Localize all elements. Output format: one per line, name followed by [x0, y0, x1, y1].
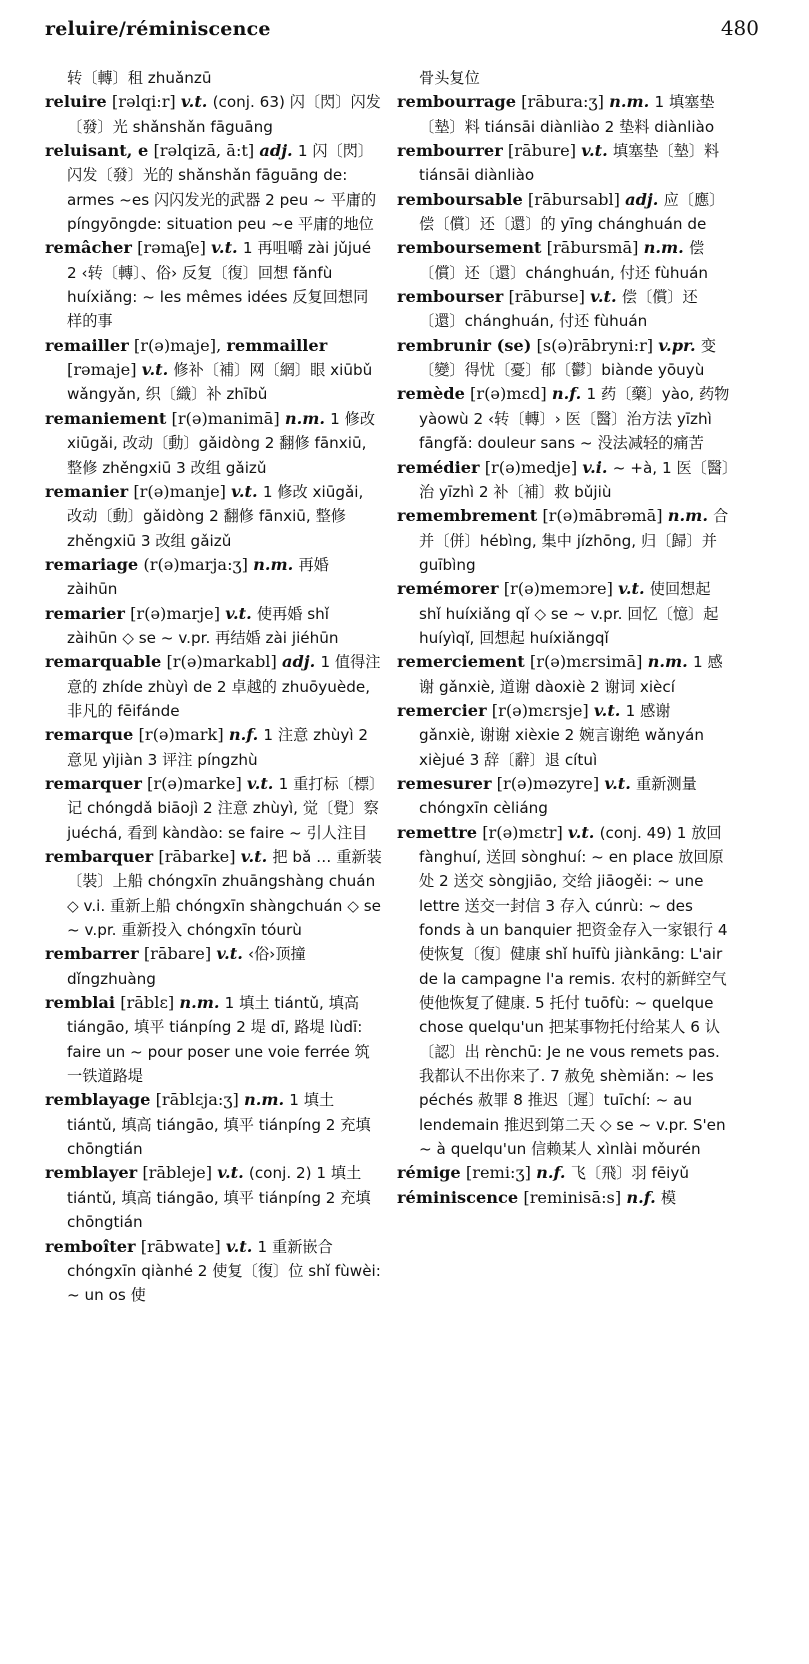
entry-grammar: adj.	[259, 141, 293, 161]
left-column	[45, 66, 382, 1656]
entry-grammar: n.m.	[253, 554, 294, 574]
entry-headword: rembourrage	[397, 92, 517, 112]
dictionary-entry	[45, 723, 382, 772]
entry-grammar: v.t.	[581, 141, 608, 161]
entry-headword: remaniement	[45, 408, 167, 428]
entry-grammar: v.t.	[246, 773, 274, 793]
entry-pronunciation: [rābursmā]	[546, 238, 639, 258]
entry-headword: reluire	[45, 92, 107, 112]
dictionary-entry	[45, 942, 382, 991]
entry-pronunciation: [r(ə)maje],	[133, 335, 222, 355]
entry-headword: remédier	[397, 457, 480, 477]
entry-definition: 1 值得注意的 zhíde zhùyì de 2 卓越的 zhuōyuède, 非凡的 fēifánde	[67, 653, 381, 720]
entry-grammar: v.t.	[211, 238, 238, 258]
entry-definition: 1 填土 tiántǔ, 填高 tiángāo, 填平 tiánpíng 2 充填 chōngtián	[67, 1091, 371, 1159]
entry-headword: remarquer	[45, 773, 142, 793]
dictionary-entry	[397, 456, 731, 505]
dictionary-entry	[397, 772, 731, 821]
entry-pronunciation: [rābleje]	[142, 1163, 213, 1183]
entry-pronunciation: [r(ə)mɛrsimā]	[529, 652, 643, 672]
dictionary-entry	[397, 504, 731, 577]
dictionary-entry	[45, 407, 382, 480]
entry-definition: 1 修改 xiūgǎi, 改动〔動〕gǎidòng 2 翻修 fānxiū, 整修 zhěngxiū 3 改组 gǎizǔ	[67, 482, 364, 550]
entry-pronunciation: [r(ə)mark]	[138, 725, 224, 745]
entry-definition: (conj. 2) 1 填土 tiántǔ, 填高 tiángāo, 填平 tiánpíng 2 充填 chōngtián	[67, 1164, 371, 1232]
entry-definition: 1 闪〔閃〕闪发〔發〕光的 shǎnshǎn fāguāng de: armes ~es 闪闪发光的武器 2 peu ~ 平庸的 píngyōngde: situation peu ~e 平庸的地位	[67, 142, 377, 234]
entry-headword: remarier	[45, 603, 125, 623]
dictionary-entry	[397, 1186, 731, 1210]
entry-headword: reluisant, e	[45, 141, 149, 161]
dictionary-entry	[45, 650, 382, 723]
entry-grammar: v.t.	[593, 700, 621, 720]
entry-pronunciation: [rāblɛ]	[120, 993, 175, 1013]
entry-definition: 1 药〔藥〕yào, 药物 yàowù 2 ‹转〔轉〕› 医〔醫〕治方法 yīzhì fāngfǎ: douleur sans ~ 没法减轻的痛苦	[419, 385, 730, 453]
entry-definition: 修补〔補〕网〔網〕眼 xiūbǔ wǎngyǎn, 织〔織〕补 zhībǔ	[67, 361, 373, 404]
entry-definition: 转〔轉〕租 zhuǎnzū	[67, 69, 212, 87]
entry-definition: 使再婚 shǐ zàihūn ◇ se ~ v.pr. 再结婚 zài jiéhūn	[67, 604, 339, 647]
entry-definition: 1 填塞垫〔墊〕料 tiánsāi diànliào 2 垫料 diànliào	[419, 93, 715, 136]
entry-definition: 重新测量 chóngxīn cèliáng	[419, 774, 697, 818]
entry-grammar: n.m.	[667, 506, 708, 526]
entry-pronunciation: [r(ə)marke]	[147, 773, 242, 793]
entry-headword: remerciement	[397, 652, 525, 672]
entry-headword: remède	[397, 384, 465, 404]
entry-pronunciation: [rəlqi:r]	[111, 92, 176, 112]
entry-definition: 1 感谢 gǎnxiè, 道谢 dàoxiè 2 谢词 xiècí	[419, 653, 723, 696]
entry-definition: (conj. 63) 闪〔閃〕闪发〔發〕光 shǎnshǎn fāguāng	[67, 93, 381, 136]
entry-grammar: v.t.	[567, 822, 595, 842]
entry-grammar: v.t.	[225, 603, 252, 623]
entry-pronunciation: (r(ə)marja:ʒ]	[143, 554, 248, 574]
entry-pronunciation: [rābura:ʒ]	[521, 92, 604, 112]
dictionary-entry	[397, 650, 731, 699]
entry-pronunciation: [reminisā:s]	[523, 1187, 622, 1207]
dictionary-entry	[45, 553, 382, 602]
entry-definition: 骨头复位	[419, 69, 480, 87]
entry-headword-variant: remmailler	[226, 335, 328, 355]
entry-headword: remesurer	[397, 773, 492, 793]
entry-definition: 1 填土 tiántǔ, 填高 tiángāo, 填平 tiánpíng 2 堤 dī, 路堤 lùdī: faire un ~ pour poser une voie ferrée 筑一铁道路堤	[67, 994, 370, 1086]
dictionary-entry	[397, 285, 731, 334]
entry-grammar: v.t.	[180, 92, 208, 112]
entry-grammar: n.f.	[228, 725, 259, 745]
entry-grammar: n.m.	[643, 238, 684, 258]
entry-pronunciation: [r(ə)markabl]	[166, 652, 277, 672]
dictionary-entry	[397, 90, 731, 139]
entry-pronunciation: [rāblɛja:ʒ]	[155, 1090, 239, 1110]
entry-headword: réminiscence	[397, 1187, 519, 1207]
dictionary-entry	[45, 1161, 382, 1234]
entry-grammar: v.t.	[225, 1236, 253, 1256]
entry-definition: ‹俗›顶撞 dǐngzhuàng	[67, 945, 306, 988]
entry-grammar: n.m.	[179, 993, 220, 1013]
entry-pronunciation-variant: [rəmaje]	[67, 360, 137, 380]
dictionary-entry	[45, 66, 382, 90]
entry-headword: rembourser	[397, 287, 504, 307]
entry-grammar: v.t.	[240, 847, 268, 866]
entry-definition: 1 再咀嚼 zài jǔjué 2 ‹转〔轉〕、俗› 反复〔復〕回想 fǎnfù huíxiǎng: ~ les mêmes idées 反复回想同样的事	[67, 239, 372, 331]
dictionary-entry	[397, 821, 731, 1162]
entry-definition: 1 重新嵌合 chóngxīn qiànhé 2 使复〔復〕位 shǐ fùwèi: ~ un os 使	[67, 1237, 381, 1305]
dictionary-entry	[397, 1161, 731, 1185]
entry-headword: remblayage	[45, 1090, 151, 1110]
dictionary-entry	[397, 139, 731, 188]
entry-definition: 1 修改 xiūgǎi, 改动〔動〕gǎidòng 2 翻修 fānxiū, 整修 zhěngxiū 3 改组 gǎizǔ	[67, 409, 376, 477]
entry-grammar: n.f.	[551, 384, 582, 404]
dictionary-entry	[45, 139, 382, 236]
dictionary-entry	[397, 66, 731, 90]
entry-headword: rembourrer	[397, 141, 503, 161]
entry-headword: remembrement	[397, 506, 538, 526]
entry-pronunciation: [s(ə)rābryni:r]	[536, 335, 654, 355]
entry-headword: remboursable	[397, 189, 523, 209]
dictionary-entry	[45, 772, 382, 845]
entry-headword: remariage	[45, 554, 139, 574]
entry-pronunciation: [r(ə)manimā]	[171, 408, 280, 428]
entry-pronunciation: [r(ə)mābrəmā]	[542, 506, 663, 526]
entry-definition: 应〔應〕偿〔償〕还〔還〕的 yīng chánghuán de	[419, 190, 725, 234]
entry-pronunciation: [rābure]	[507, 141, 577, 161]
dictionary-entry	[397, 699, 731, 772]
entry-headword: remâcher	[45, 238, 132, 258]
dictionary-entry	[397, 236, 731, 285]
entry-pronunciation: [rābarke]	[158, 847, 236, 866]
entry-definition: 偿〔償〕还〔還〕chánghuán, 付还 fùhuán	[419, 288, 698, 331]
entry-grammar: v.t.	[217, 1163, 244, 1183]
entry-pronunciation: [r(ə)marje]	[130, 603, 221, 623]
entry-grammar: n.m.	[609, 92, 650, 112]
page-number: 480	[720, 16, 759, 40]
entry-grammar: v.t.	[231, 481, 258, 501]
dictionary-entry	[45, 1235, 382, 1308]
entry-definition: 1 注意 zhùyì 2 意见 yìjiàn 3 评注 píngzhù	[67, 726, 369, 769]
dictionary-entry	[45, 1088, 382, 1161]
entry-grammar: v.t.	[618, 579, 645, 599]
entry-grammar: n.m.	[284, 408, 326, 428]
entry-definition: 变〔變〕得忧〔憂〕郁〔鬱〕biànde yōuyù	[419, 336, 717, 380]
entry-definition: 偿〔償〕还〔還〕chánghuán, 付还 fùhuán	[419, 239, 709, 282]
entry-headword: remercier	[397, 700, 487, 720]
entry-pronunciation: [rābursabl]	[527, 189, 620, 209]
entry-headword: rémige	[397, 1163, 461, 1183]
dictionary-entry	[45, 845, 382, 942]
entry-definition: 填塞垫〔墊〕料 tiánsāi diànliào	[419, 142, 720, 185]
right-column	[397, 66, 731, 1656]
entry-headword: remanier	[45, 481, 129, 501]
entry-pronunciation: [rəlqizā, ā:t]	[153, 141, 255, 161]
entry-headword: remettre	[397, 822, 478, 842]
entry-definition: 把 bǎ … 重新装〔裝〕上船 chóngxīn zhuāngshàng chuán ◇ v.i. 重新上船 chóngxīn shàngchuán ◇ se ~ v.pr. 重新投入 chóngxīn tóurù	[67, 848, 382, 940]
entry-headword: rembarrer	[45, 944, 139, 964]
entry-grammar: v.i.	[582, 457, 608, 477]
entry-pronunciation: [r(ə)medje]	[484, 457, 578, 477]
dictionary-entry	[397, 577, 731, 650]
entry-headword: remailler	[45, 335, 129, 355]
entry-definition: 再婚 zàihūn	[67, 555, 329, 599]
entry-pronunciation: [r(ə)məzyre]	[496, 773, 600, 793]
running-head: reluire/réminiscence	[45, 18, 271, 40]
entry-definition: 1 重打标〔標〕记 chóngdǎ biāojì 2 注意 zhùyì, 觉〔覺〕察 juéchá, 看到 kàndào: se faire ~ 引人注目	[67, 774, 379, 842]
dictionary-entry	[45, 334, 382, 407]
entry-headword: remboîter	[45, 1236, 136, 1256]
entry-grammar: n.f.	[626, 1187, 656, 1207]
entry-grammar: n.m.	[647, 652, 688, 672]
entry-definition: 模	[660, 1188, 677, 1207]
entry-pronunciation: [r(ə)manje]	[133, 481, 226, 501]
entry-headword: remboursement	[397, 238, 542, 258]
entry-grammar: n.f.	[536, 1163, 566, 1183]
entry-grammar: adj.	[281, 652, 316, 672]
dictionary-entry	[397, 334, 731, 383]
entry-pronunciation: [r(ə)mɛrsje]	[491, 700, 589, 720]
entry-pronunciation: [remi:ʒ]	[465, 1163, 531, 1183]
entry-headword: rembarquer	[45, 847, 154, 866]
dictionary-entry	[45, 236, 382, 333]
entry-headword: rembrunir (se)	[397, 335, 532, 355]
entry-definition: 合并〔併〕hébìng, 集中 jízhōng, 归〔歸〕并 guībìng	[419, 507, 729, 574]
entry-grammar: v.t.	[604, 773, 631, 793]
entry-definition: 1 感谢 gǎnxiè, 谢谢 xièxie 2 婉言谢绝 wǎnyán xièjué 3 辞〔辭〕退 cítuì	[419, 701, 704, 769]
dictionary-entry	[397, 188, 731, 237]
entry-grammar: n.m.	[243, 1090, 285, 1110]
entry-definition: 使回想起 shǐ huíxiǎng qǐ ◇ se ~ v.pr. 回忆〔憶〕起 huíyìqǐ, 回想起 huíxiǎngqǐ	[419, 580, 719, 647]
entry-headword: remarquable	[45, 652, 162, 672]
entry-pronunciation: [r(ə)mɛd]	[470, 384, 547, 404]
entry-pronunciation: [r(ə)mɛtr]	[482, 822, 563, 842]
dictionary-entry	[45, 602, 382, 651]
entry-definition: 飞〔飛〕羽 fēiyǔ	[570, 1164, 690, 1183]
entry-headword: remblai	[45, 993, 116, 1013]
entry-pronunciation: [rābwate]	[140, 1236, 221, 1256]
entry-headword: remarque	[45, 725, 134, 745]
entry-pronunciation: [rāburse]	[508, 287, 585, 307]
entry-headword: remémorer	[397, 579, 499, 599]
entry-headword: remblayer	[45, 1163, 138, 1183]
entry-pronunciation: [r(ə)memɔre]	[503, 579, 613, 599]
dictionary-entry	[45, 480, 382, 553]
entry-definition: ~ +à, 1 医〔醫〕治 yīzhì 2 补〔補〕救 bǔjiù	[419, 458, 730, 501]
entry-grammar: adj.	[625, 189, 659, 209]
dictionary-entry	[397, 382, 731, 455]
entry-pronunciation: [rābare]	[143, 944, 212, 964]
entry-grammar: v.t.	[216, 944, 243, 964]
entry-grammar-variant: v.t.	[141, 360, 169, 380]
dictionary-entry	[45, 90, 382, 139]
dictionary-entry	[45, 991, 382, 1088]
entry-grammar: v.t.	[590, 287, 617, 307]
entry-grammar: v.pr.	[658, 335, 696, 355]
entry-definition: (conj. 49) 1 放回 fànghuí, 送回 sònghuí: ~ en place 放回原处 2 送交 sòngjiāo, 交给 jiāogěi: ~ une lettre 送交一封信 3 存入 cúnrù: ~ des fonds à un banquier 把资金存入一家银行 4 使恢复〔復〕健康 shǐ huīfù jiànkāng: L'air de la campagne l'a remis. 农村的新鲜空气使他恢复了健康. 5 托付 tuōfù: ~ quelque chose quelqu'un 把某事物托付给某人 6 认〔認〕出 rènchū: Je ne vous remets pas. 我都认不出你来了. 7 赦免 shèmiǎn: ~ les péchés 赦罪 8 推迟〔遲〕tuīchí: ~ au lendemain 推迟到第二天 ◇ se ~ v.pr. S'en ~ à quelqu'un 信赖某人 xìnlài mǒurén	[419, 823, 728, 1159]
entry-pronunciation: [rəmaʃe]	[137, 238, 206, 258]
